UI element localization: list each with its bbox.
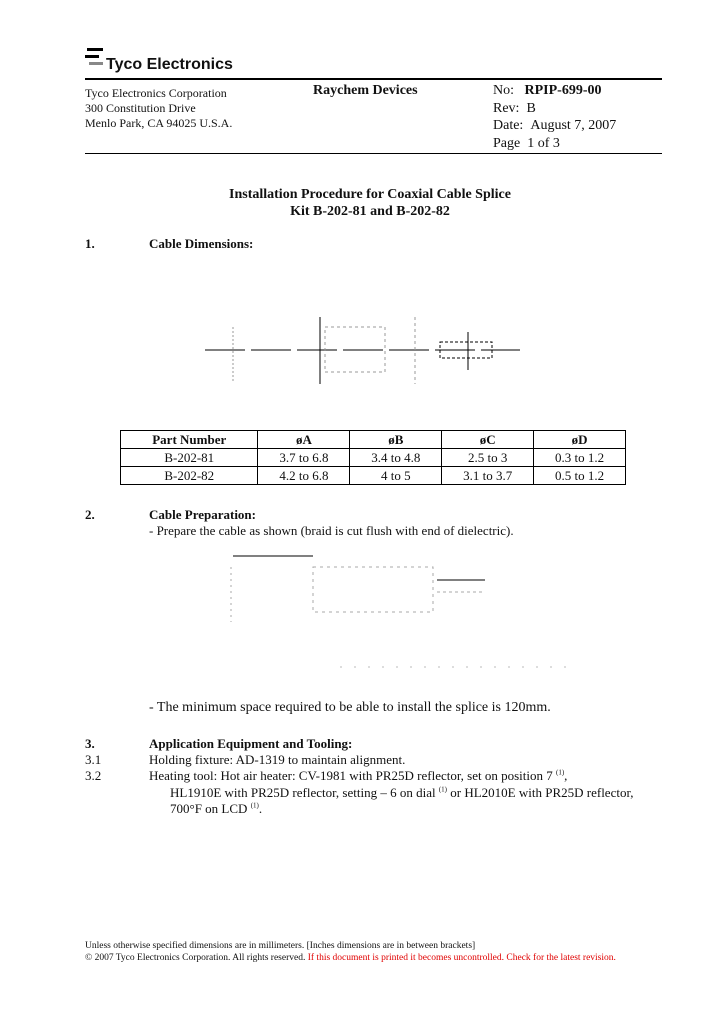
tyco-logo bbox=[85, 46, 107, 75]
table-cell: 3.7 to 6.8 bbox=[258, 449, 350, 467]
body-text: Heating tool: Hot air heater: CV-1981 with PR25D reflector, set on position 7 $^{(1)}$, bbox=[149, 768, 568, 783]
cable-dimensions-diagram bbox=[200, 262, 530, 402]
date-value: August 7, 2007 bbox=[530, 118, 617, 133]
column-header: øA bbox=[258, 431, 350, 449]
address-line: Menlo Park, CA 94025 U.S.A. bbox=[85, 116, 233, 130]
header-bottom-rule bbox=[85, 153, 662, 154]
address bbox=[85, 86, 232, 131]
table-cell: 3.1 to 3.7 bbox=[442, 467, 534, 485]
doc-title bbox=[0, 186, 720, 220]
body-text: Holding fixture: AD-1319 to maintain alignment. bbox=[149, 752, 406, 767]
section-heading: Application Equipment and Tooling: bbox=[149, 736, 353, 751]
footer-units-note: Unless otherwise specified dimensions are in millimeters. [Inches dimensions are in between brackets] bbox=[85, 941, 476, 951]
text: 700°F on LCD bbox=[170, 801, 248, 816]
text: HL1910E with PR25D reflector, setting – 6 on dial bbox=[170, 785, 436, 800]
footer-copyright bbox=[85, 953, 616, 963]
footnote-ref: (1) bbox=[438, 785, 448, 794]
footnote-ref: (1) bbox=[556, 768, 565, 777]
title-line: Kit B-202-81 and B-202-82 bbox=[290, 204, 450, 219]
page-value: 1 of 3 bbox=[527, 135, 560, 151]
body-text: 700°F on LCD $^{(1)}$. bbox=[170, 801, 263, 816]
column-header: øB bbox=[350, 431, 442, 449]
dimensions-table bbox=[120, 430, 626, 485]
uncontrolled-warning: If this document is printed it becomes uncontrolled. Check for the latest revision. bbox=[307, 953, 616, 963]
text: or HL2010E with PR25D reflector, bbox=[450, 785, 634, 800]
division: Raychem Devices bbox=[313, 83, 418, 98]
table-cell: 4 to 5 bbox=[350, 467, 442, 485]
section-heading: Cable Preparation: bbox=[149, 507, 256, 522]
section-number: 1. bbox=[85, 236, 95, 251]
body-text: - Prepare the cable as shown (braid is cut flush with end of dielectric). bbox=[149, 523, 514, 538]
table-cell: 3.4 to 4.8 bbox=[350, 449, 442, 467]
table-row bbox=[121, 467, 626, 485]
date-label: Date: bbox=[493, 118, 524, 133]
item-number: 3.2 bbox=[85, 768, 102, 783]
text: Heating tool: Hot air heater: CV-1981 with PR25D reflector, set on position 7 bbox=[149, 768, 553, 783]
table-cell: 0.5 to 1.2 bbox=[534, 467, 626, 485]
column-header: øD bbox=[534, 431, 626, 449]
section-heading: Cable Dimensions: bbox=[149, 236, 254, 251]
no-label: No: bbox=[493, 83, 514, 98]
table-cell: 0.3 to 1.2 bbox=[534, 449, 626, 467]
table-cell: 4.2 to 6.8 bbox=[258, 467, 350, 485]
address-line: Tyco Electronics Corporation bbox=[85, 86, 227, 100]
title-line: Installation Procedure for Coaxial Cable Splice bbox=[229, 187, 511, 202]
page-label: Page bbox=[493, 135, 521, 151]
rev-label: Rev: bbox=[493, 100, 520, 116]
table-cell: B-202-82 bbox=[121, 467, 258, 485]
doc-number: RPIP-699-00 bbox=[524, 83, 602, 98]
copyright-text: © 2007 Tyco Electronics Corporation. All rights reserved. bbox=[85, 953, 306, 963]
rev-value: B bbox=[526, 100, 536, 116]
footnote-ref: (1) bbox=[250, 801, 259, 810]
table-cell: 2.5 to 3 bbox=[442, 449, 534, 467]
table-cell: B-202-81 bbox=[121, 449, 258, 467]
item-number: 3.1 bbox=[85, 752, 102, 767]
logo-text: Tyco Electronics bbox=[106, 56, 233, 73]
header-rule bbox=[85, 78, 662, 80]
column-header: Part Number bbox=[121, 431, 258, 449]
section-number: 2. bbox=[85, 507, 95, 522]
tyco-logo-icon bbox=[85, 46, 107, 70]
address-line: 300 Constitution Drive bbox=[85, 101, 196, 115]
column-header: øC bbox=[442, 431, 534, 449]
body-text: - The minimum space required to be able to install the splice is 120mm. bbox=[149, 700, 551, 715]
doc-info bbox=[493, 82, 616, 152]
cable-preparation-diagram bbox=[225, 552, 585, 682]
table-row bbox=[121, 449, 626, 467]
section-number: 3. bbox=[85, 736, 95, 751]
body-text bbox=[170, 785, 634, 801]
